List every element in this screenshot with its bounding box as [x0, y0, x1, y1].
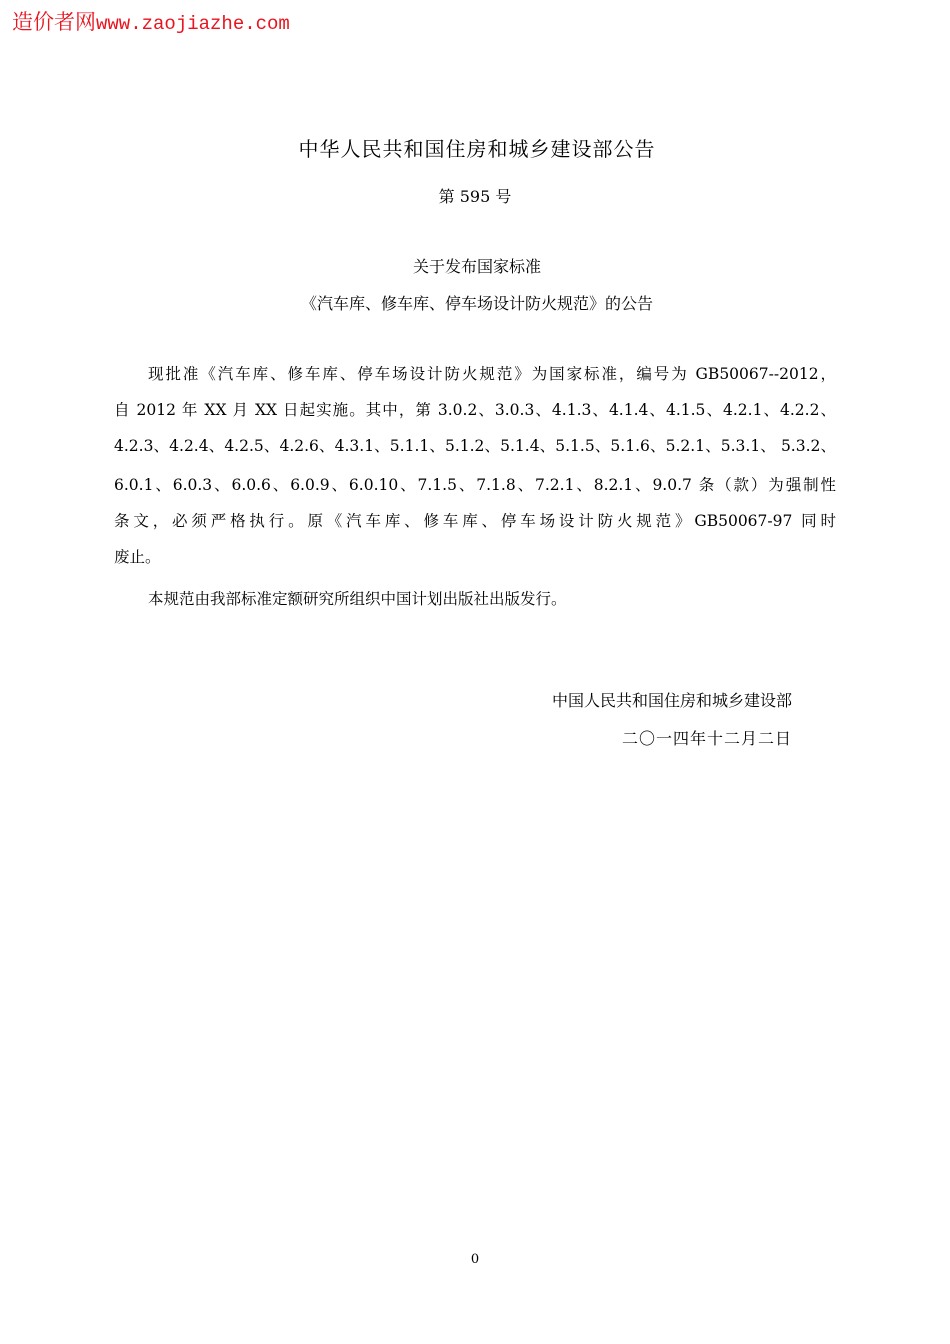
watermark-url: www.zaojiazhe.com — [96, 13, 290, 35]
announcement-number: 第 595 号 — [438, 187, 512, 206]
body-paragraph-1-line-2: 自 2012 年 XX 月 XX 日起实施。其中，第 3.0.2、3.0.3、4.1.3、4.1.4、4.1.5、4.2.1、4.2.2、 — [114, 401, 836, 419]
subtitle-line-2: 《汽车库、修车库、停车场设计防火规范》的公告 — [300, 294, 653, 313]
watermark-chinese-text: 造价者网 — [12, 10, 96, 34]
subtitle-line-1: 关于发布国家标准 — [412, 257, 541, 276]
body-paragraph-1-line-6: 废止。 — [114, 548, 161, 566]
signature-date: 二〇一四年十二月二日 — [621, 729, 792, 748]
body-paragraph-1-line-1: 现批准《汽车库、修车库、停车场设计防火规范》为国家标准，编号为 GB50067--2012， — [148, 365, 836, 383]
signature-organization: 中国人民共和国住房和城乡建设部 — [551, 691, 792, 710]
body-paragraph-1-line-4: 6.0.1、6.0.3、6.0.6、6.0.9、6.0.10、7.1.5、7.1.8、7.2.1、8.2.1、9.0.7 条（款）为强制性 — [114, 476, 836, 494]
body-paragraph-1-line-3: 4.2.3、4.2.4、4.2.5、4.2.6、4.3.1、5.1.1、5.1.2、5.1.4、5.1.5、5.1.6、5.2.1、5.3.1、 5.3.2、 — [114, 437, 836, 455]
body-paragraph-1-line-5: 条文，必须严格执行。原《汽车库、修车库、停车场设计防火规范》GB50067-97 同时 — [114, 512, 836, 530]
body-paragraph-2: 本规范由我部标准定额研究所组织中国计划出版社出版发行。 — [148, 590, 567, 608]
watermark — [12, 9, 290, 37]
announcement-title: 中华人民共和国住房和城乡建设部公告 — [298, 137, 656, 161]
page-number: 0 — [470, 1252, 480, 1267]
